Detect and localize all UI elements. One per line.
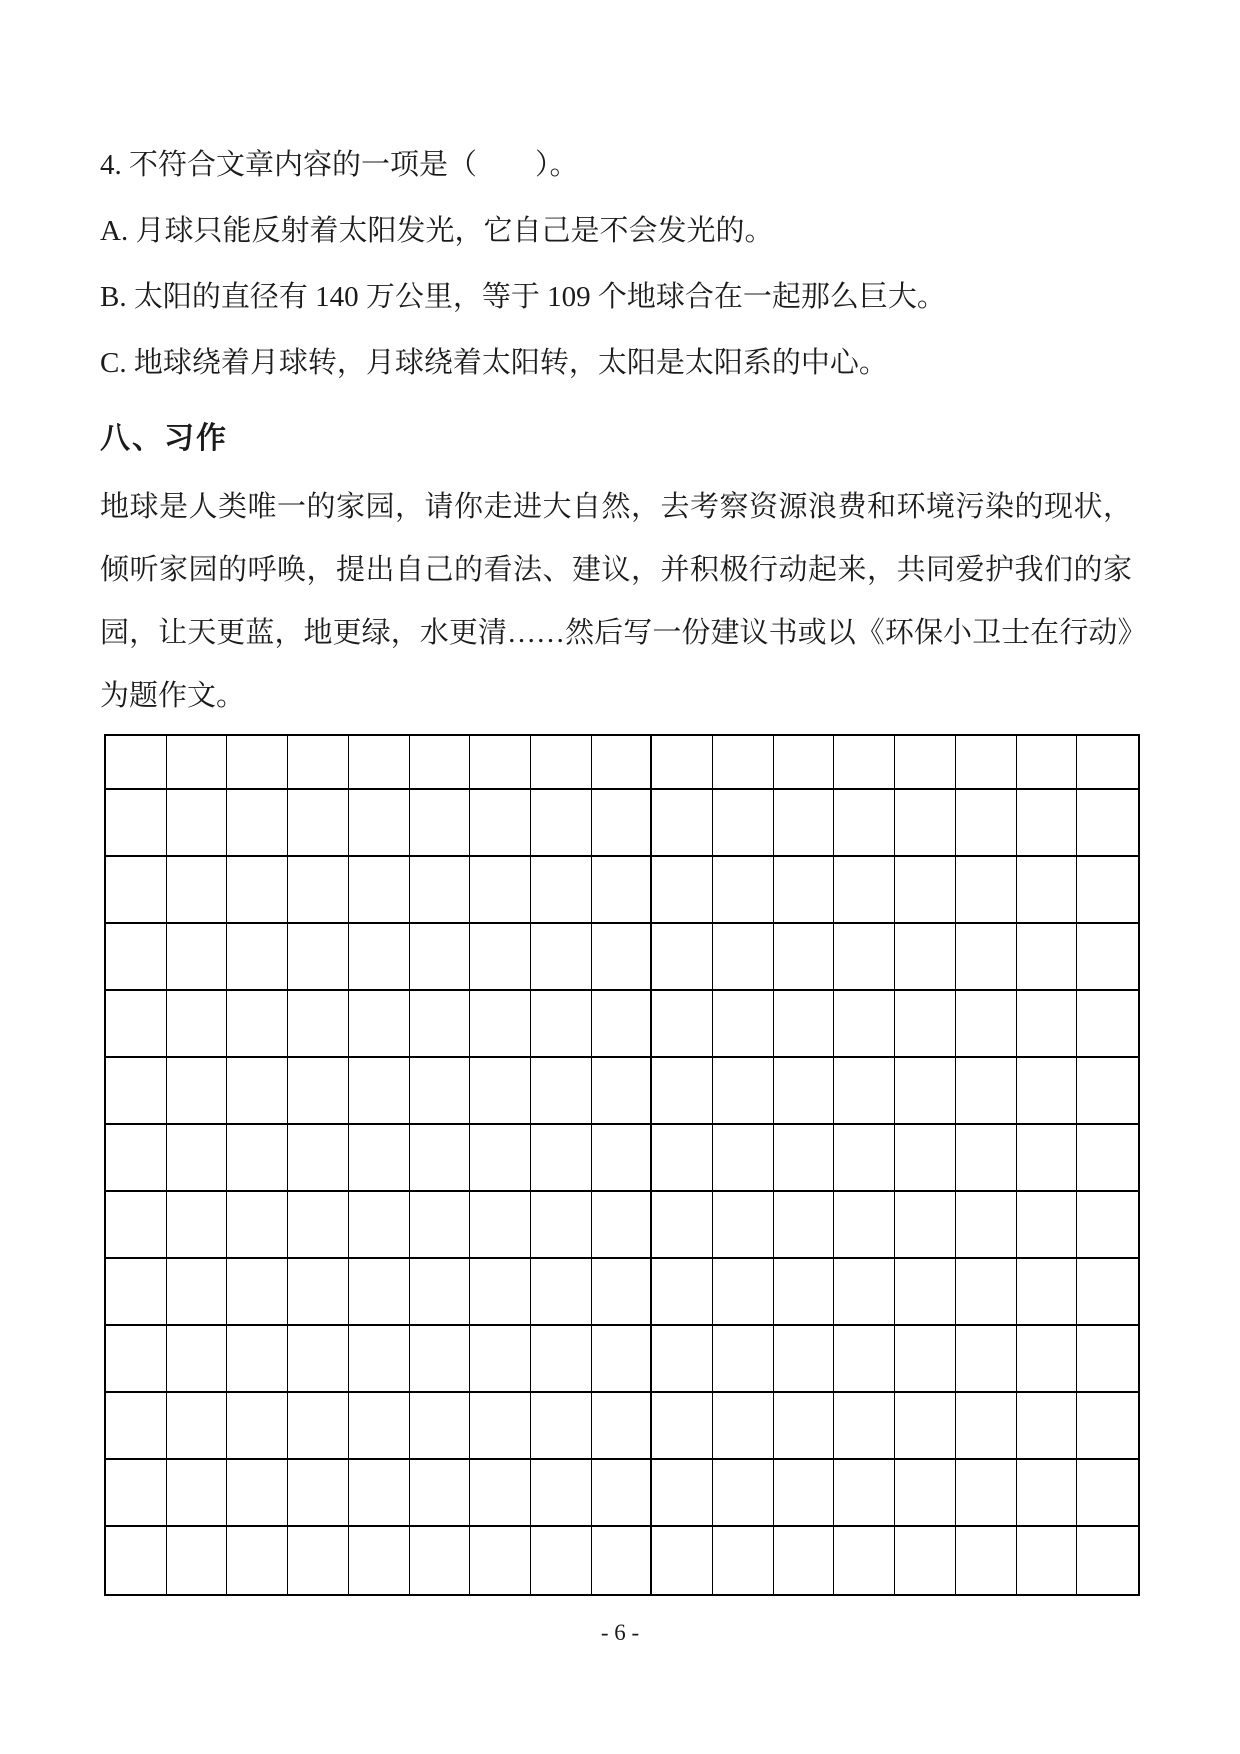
grid-cell: [531, 1192, 592, 1259]
grid-cell: [167, 1393, 228, 1460]
grid-cell: [774, 1527, 835, 1594]
grid-cell: [531, 857, 592, 924]
grid-cell: [470, 1460, 531, 1527]
grid-cell: [895, 736, 956, 790]
grid-cell: [834, 1527, 895, 1594]
grid-cell: [167, 924, 228, 991]
grid-cell: [227, 736, 288, 790]
grid-cell: [288, 1259, 349, 1326]
grid-cell: [410, 1259, 471, 1326]
grid-cell: [895, 924, 956, 991]
grid-cell: [288, 1527, 349, 1594]
grid-cell: [774, 1326, 835, 1393]
grid-cell: [713, 1192, 774, 1259]
grid-cell: [652, 1125, 713, 1192]
grid-cell: [1077, 1192, 1138, 1259]
grid-cell: [652, 857, 713, 924]
grid-cell: [227, 991, 288, 1058]
grid-cell: [531, 1527, 592, 1594]
grid-cell: [592, 1460, 653, 1527]
grid-cell: [713, 1326, 774, 1393]
grid-cell: [288, 991, 349, 1058]
grid-cell: [1077, 1527, 1138, 1594]
grid-cell: [834, 1125, 895, 1192]
grid-cell: [774, 1192, 835, 1259]
grid-cell: [349, 1259, 410, 1326]
grid-cell: [1077, 1058, 1138, 1125]
grid-cell: [956, 790, 1017, 857]
grid-cell: [713, 736, 774, 790]
grid-cell: [652, 1460, 713, 1527]
grid-cell: [956, 736, 1017, 790]
grid-cell: [713, 991, 774, 1058]
grid-cell: [956, 1058, 1017, 1125]
grid-cell: [592, 924, 653, 991]
grid-cell: [227, 1460, 288, 1527]
grid-cell: [227, 1393, 288, 1460]
grid-cell: [652, 1326, 713, 1393]
grid-cell: [106, 1058, 167, 1125]
grid-cell: [652, 1259, 713, 1326]
grid-cell: [774, 1125, 835, 1192]
grid-cell: [713, 1527, 774, 1594]
grid-cell: [1077, 1326, 1138, 1393]
grid-cell: [470, 1393, 531, 1460]
grid-cell: [592, 1527, 653, 1594]
grid-cell: [106, 1527, 167, 1594]
grid-cell: [592, 857, 653, 924]
grid-cell: [288, 1326, 349, 1393]
grid-cell: [774, 1460, 835, 1527]
grid-cell: [895, 1125, 956, 1192]
grid-cell: [774, 736, 835, 790]
grid-cell: [652, 1192, 713, 1259]
grid-cell: [167, 1460, 228, 1527]
grid-cell: [1017, 1460, 1078, 1527]
grid-cell: [470, 1125, 531, 1192]
grid-cell: [410, 1393, 471, 1460]
grid-cell: [288, 790, 349, 857]
grid-cell: [410, 857, 471, 924]
grid-cell: [470, 1058, 531, 1125]
grid-cell: [470, 1259, 531, 1326]
grid-cell: [410, 991, 471, 1058]
grid-cell: [167, 736, 228, 790]
grid-cell: [106, 1192, 167, 1259]
grid-cell: [592, 1326, 653, 1393]
grid-cell: [288, 924, 349, 991]
grid-cell: [713, 1125, 774, 1192]
grid-cell: [713, 1058, 774, 1125]
grid-cell: [227, 1527, 288, 1594]
grid-cell: [1017, 736, 1078, 790]
grid-cell: [531, 1393, 592, 1460]
grid-cell: [652, 790, 713, 857]
grid-cell: [288, 1125, 349, 1192]
grid-cell: [895, 1460, 956, 1527]
grid-cell: [349, 1058, 410, 1125]
grid-cell: [592, 790, 653, 857]
grid-cell: [1077, 1125, 1138, 1192]
grid-cell: [713, 924, 774, 991]
grid-cell: [713, 1259, 774, 1326]
grid-cell: [470, 790, 531, 857]
grid-cell: [713, 1460, 774, 1527]
grid-cell: [956, 1527, 1017, 1594]
grid-cell: [227, 1192, 288, 1259]
grid-cell: [774, 924, 835, 991]
grid-cell: [410, 736, 471, 790]
grid-cell: [1017, 1058, 1078, 1125]
grid-cell: [1077, 1393, 1138, 1460]
grid-cell: [1077, 991, 1138, 1058]
page-content: [100, 132, 1132, 1596]
grid-cell: [1077, 857, 1138, 924]
grid-cell: [531, 736, 592, 790]
grid-cell: [956, 857, 1017, 924]
grid-cell: [349, 1125, 410, 1192]
grid-cell: [106, 736, 167, 790]
grid-cell: [774, 1259, 835, 1326]
grid-cell: [774, 991, 835, 1058]
grid-cell: [410, 1058, 471, 1125]
grid-cell: [895, 1326, 956, 1393]
grid-cell: [834, 736, 895, 790]
grid-cell: [167, 1125, 228, 1192]
grid-cell: [531, 1058, 592, 1125]
grid-cell: [713, 790, 774, 857]
grid-cell: [1017, 790, 1078, 857]
grid-cell: [410, 1192, 471, 1259]
grid-cell: [1017, 857, 1078, 924]
grid-cell: [834, 924, 895, 991]
grid-cell: [349, 790, 410, 857]
grid-cell: [1017, 924, 1078, 991]
grid-cell: [592, 1192, 653, 1259]
grid-cell: [895, 1259, 956, 1326]
grid-cell: [713, 1393, 774, 1460]
grid-cell: [592, 1393, 653, 1460]
grid-cell: [956, 924, 1017, 991]
grid-cell: [956, 991, 1017, 1058]
grid-cell: [531, 790, 592, 857]
page-number: - 6 -: [600, 1620, 640, 1645]
grid-cell: [227, 1326, 288, 1393]
grid-cell: [349, 924, 410, 991]
grid-cell: [470, 1192, 531, 1259]
grid-cell: [774, 857, 835, 924]
grid-cell: [106, 1259, 167, 1326]
grid-cell: [1017, 1527, 1078, 1594]
grid-cell: [834, 1393, 895, 1460]
question-4-option-a: A. 月球只能反射着太阳发光，它自己是不会发光的。: [100, 215, 774, 247]
grid-cell: [956, 1125, 1017, 1192]
grid-cell: [652, 736, 713, 790]
grid-cell: [895, 991, 956, 1058]
grid-cell: [592, 736, 653, 790]
grid-cell: [288, 736, 349, 790]
grid-cell: [895, 1058, 956, 1125]
grid-cell: [227, 924, 288, 991]
grid-cell: [167, 857, 228, 924]
grid-cell: [834, 1192, 895, 1259]
grid-cell: [410, 1326, 471, 1393]
grid-cell: [592, 1125, 653, 1192]
grid-cell: [106, 1326, 167, 1393]
grid-cell: [349, 1460, 410, 1527]
section-heading-writing: 八、习作: [100, 422, 228, 455]
question-4-stem: 4. 不符合文章内容的一项是（ ）。: [100, 149, 579, 181]
grid-cell: [592, 991, 653, 1058]
grid-cell: [349, 991, 410, 1058]
grid-cell: [1077, 790, 1138, 857]
grid-cell: [167, 1058, 228, 1125]
grid-cell: [531, 924, 592, 991]
grid-cell: [1017, 1192, 1078, 1259]
grid-cell: [956, 1259, 1017, 1326]
grid-cell: [1017, 991, 1078, 1058]
grid-cell: [106, 790, 167, 857]
grid-cell: [227, 857, 288, 924]
grid-cell: [470, 1527, 531, 1594]
grid-cell: [470, 857, 531, 924]
grid-cell: [956, 1192, 1017, 1259]
grid-cell: [227, 1259, 288, 1326]
grid-cell: [834, 790, 895, 857]
grid-cell: [1017, 1259, 1078, 1326]
question-4-option-b: B. 太阳的直径有 140 万公里，等于 109 个地球合在一起那么巨大。: [100, 281, 946, 313]
grid-cell: [167, 1192, 228, 1259]
grid-cell: [531, 1326, 592, 1393]
grid-cell: [167, 1527, 228, 1594]
grid-cell: [834, 1058, 895, 1125]
grid-cell: [470, 924, 531, 991]
grid-cell: [470, 736, 531, 790]
grid-cell: [288, 1393, 349, 1460]
grid-cell: [774, 1058, 835, 1125]
grid-cell: [227, 1125, 288, 1192]
grid-cell: [834, 1326, 895, 1393]
grid-cell: [834, 991, 895, 1058]
grid-cell: [1077, 924, 1138, 991]
grid-cell: [470, 1326, 531, 1393]
writing-grid: [104, 734, 1140, 1596]
grid-cell: [652, 1058, 713, 1125]
grid-cell: [956, 1326, 1017, 1393]
grid-cell: [652, 991, 713, 1058]
grid-cell: [167, 1326, 228, 1393]
grid-cell: [834, 1460, 895, 1527]
grid-cell: [349, 1192, 410, 1259]
grid-cell: [531, 1259, 592, 1326]
grid-cell: [1017, 1125, 1078, 1192]
grid-cell: [531, 991, 592, 1058]
grid-cell: [956, 1393, 1017, 1460]
grid-cell: [349, 1326, 410, 1393]
grid-cell: [774, 1393, 835, 1460]
writing-prompt: 地球是人类唯一的家园，请你走进大自然，去考察资源浪费和环境污染的现状，倾听家园的呼唤，提出自己的看法、建议，并积极行动起来，共同爱护我们的家园，让天更蓝，地更绿，水更清……然后写一份建议书或以《环保小卫士在行动》为题作文。: [100, 491, 1132, 712]
grid-cell: [410, 790, 471, 857]
grid-cell: [1077, 1460, 1138, 1527]
grid-cell: [288, 857, 349, 924]
grid-cell: [349, 1527, 410, 1594]
grid-cell: [652, 1393, 713, 1460]
grid-cell: [410, 1460, 471, 1527]
grid-cell: [106, 1393, 167, 1460]
grid-cell: [288, 1192, 349, 1259]
grid-cell: [410, 1125, 471, 1192]
grid-cell: [1077, 736, 1138, 790]
grid-cell: [774, 790, 835, 857]
grid-cell: [1017, 1393, 1078, 1460]
grid-cell: [956, 1460, 1017, 1527]
grid-cell: [895, 1192, 956, 1259]
grid-cell: [349, 857, 410, 924]
grid-cell: [895, 857, 956, 924]
grid-cell: [652, 1527, 713, 1594]
question-4-option-c: C. 地球绕着月球转，月球绕着太阳转，太阳是太阳系的中心。: [100, 347, 888, 379]
grid-cell: [1017, 1326, 1078, 1393]
grid-cell: [895, 1393, 956, 1460]
grid-cell: [106, 1460, 167, 1527]
grid-cell: [349, 736, 410, 790]
grid-cell: [349, 1393, 410, 1460]
grid-cell: [167, 991, 228, 1058]
grid-cell: [531, 1125, 592, 1192]
grid-cell: [167, 1259, 228, 1326]
grid-cell: [834, 1259, 895, 1326]
grid-cell: [410, 924, 471, 991]
grid-cell: [592, 1259, 653, 1326]
grid-cell: [288, 1460, 349, 1527]
grid-cell: [1077, 1259, 1138, 1326]
writing-grid-container: [104, 734, 1140, 1596]
grid-cell: [288, 1058, 349, 1125]
grid-cell: [895, 1527, 956, 1594]
grid-cell: [652, 924, 713, 991]
grid-cell: [470, 991, 531, 1058]
grid-cell: [531, 1460, 592, 1527]
grid-cell: [106, 924, 167, 991]
grid-cell: [106, 991, 167, 1058]
grid-cell: [227, 1058, 288, 1125]
grid-cell: [227, 790, 288, 857]
grid-cell: [592, 1058, 653, 1125]
grid-cell: [895, 790, 956, 857]
grid-cell: [167, 790, 228, 857]
grid-cell: [106, 1125, 167, 1192]
grid-cell: [106, 857, 167, 924]
grid-cell: [410, 1527, 471, 1594]
grid-cell: [713, 857, 774, 924]
grid-cell: [834, 857, 895, 924]
